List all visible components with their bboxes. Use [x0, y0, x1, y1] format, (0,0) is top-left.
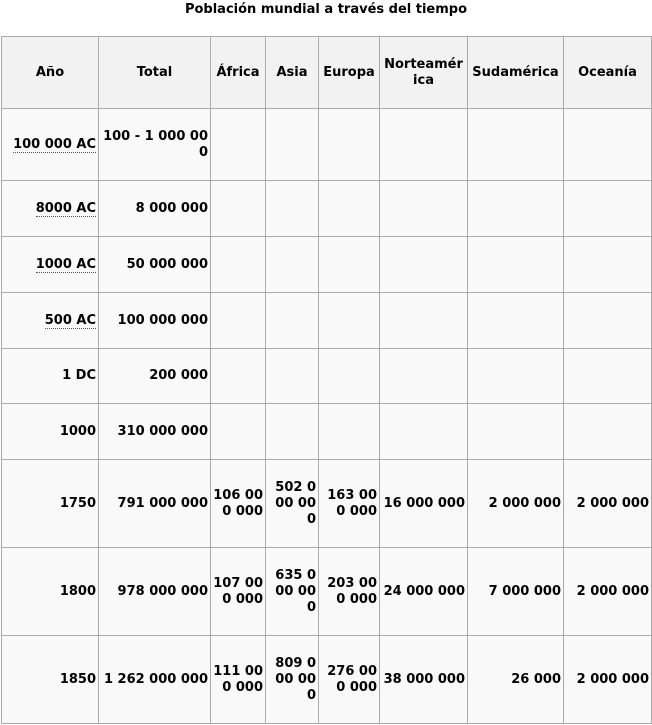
cell-europa: 276 000 000: [319, 636, 380, 724]
cell-norteamerica: 16 000 000: [380, 460, 468, 548]
table-row: [2, 109, 652, 181]
cell-europa: 163 000 000: [319, 460, 380, 548]
cell-europa: [319, 109, 380, 181]
cell-sudamerica: [468, 181, 564, 237]
cell-year: 1 DC: [2, 349, 99, 404]
cell-year: 1850: [2, 636, 99, 724]
cell-asia: 809 000 000: [266, 636, 319, 724]
cell-europa: 203 000 000: [319, 548, 380, 636]
cell-europa: [319, 404, 380, 460]
cell-year: 1750: [2, 460, 99, 548]
cell-year[interactable]: [2, 237, 99, 293]
cell-asia: [266, 404, 319, 460]
header-sudamerica[interactable]: Sudamérica: [468, 37, 564, 109]
cell-total: 978 000 000: [99, 548, 211, 636]
table-row: [2, 181, 652, 237]
cell-sudamerica: [468, 349, 564, 404]
cell-europa: [319, 237, 380, 293]
header-year[interactable]: Año: [2, 37, 99, 109]
cell-total: 100 000 000: [99, 293, 211, 349]
year-link[interactable]: 8000 AC: [35, 200, 96, 216]
table-row: [2, 237, 652, 293]
cell-year: 1000: [2, 404, 99, 460]
cell-africa: 111 000 000: [211, 636, 266, 724]
cell-sudamerica: 7 000 000: [468, 548, 564, 636]
header-norteamerica[interactable]: Norteamérica: [380, 37, 468, 109]
cell-europa: [319, 349, 380, 404]
table-row: [2, 636, 652, 724]
table-row: [2, 293, 652, 349]
cell-africa: [211, 237, 266, 293]
cell-total: 8 000 000: [99, 181, 211, 237]
header-oceania[interactable]: Oceanía: [564, 37, 652, 109]
cell-year: 1800: [2, 548, 99, 636]
cell-oceania: 2 000 000: [564, 636, 652, 724]
cell-africa: [211, 404, 266, 460]
cell-sudamerica: 26 000: [468, 636, 564, 724]
cell-year[interactable]: [2, 109, 99, 181]
cell-total: 50 000 000: [99, 237, 211, 293]
cell-sudamerica: 2 000 000: [468, 460, 564, 548]
header-total[interactable]: Total: [99, 37, 211, 109]
table-row: [2, 548, 652, 636]
cell-oceania: 2 000 000: [564, 460, 652, 548]
year-link[interactable]: 1000 AC: [35, 256, 96, 272]
cell-norteamerica: 38 000 000: [380, 636, 468, 724]
cell-norteamerica: 24 000 000: [380, 548, 468, 636]
cell-oceania: [564, 404, 652, 460]
cell-total: 791 000 000: [99, 460, 211, 548]
cell-norteamerica: [380, 109, 468, 181]
cell-asia: [266, 237, 319, 293]
cell-europa: [319, 293, 380, 349]
table-row: [2, 460, 652, 548]
cell-norteamerica: [380, 237, 468, 293]
cell-total: 200 000: [99, 349, 211, 404]
cell-total: 310 000 000: [99, 404, 211, 460]
cell-africa: [211, 109, 266, 181]
cell-norteamerica: [380, 293, 468, 349]
cell-asia: [266, 349, 319, 404]
cell-africa: [211, 349, 266, 404]
cell-asia: 502 000 000: [266, 460, 319, 548]
cell-norteamerica: [380, 349, 468, 404]
cell-asia: [266, 109, 319, 181]
cell-europa: [319, 181, 380, 237]
cell-oceania: [564, 181, 652, 237]
header-africa[interactable]: África: [211, 37, 266, 109]
year-link[interactable]: 100 000 AC: [13, 136, 96, 152]
cell-oceania: [564, 109, 652, 181]
cell-year[interactable]: [2, 181, 99, 237]
table-row: [2, 349, 652, 404]
cell-sudamerica: [468, 293, 564, 349]
cell-asia: [266, 181, 319, 237]
cell-asia: 635 000 000: [266, 548, 319, 636]
cell-norteamerica: [380, 404, 468, 460]
cell-year[interactable]: [2, 293, 99, 349]
cell-sudamerica: [468, 109, 564, 181]
cell-africa: [211, 293, 266, 349]
header-asia[interactable]: Asia: [266, 37, 319, 109]
cell-total: 1 262 000 000: [99, 636, 211, 724]
cell-africa: 107 000 000: [211, 548, 266, 636]
cell-oceania: 2 000 000: [564, 548, 652, 636]
cell-sudamerica: [468, 404, 564, 460]
table-row: [2, 404, 652, 460]
cell-africa: 106 000 000: [211, 460, 266, 548]
cell-total: 100 - 1 000 000: [99, 109, 211, 181]
population-table: [1, 36, 652, 724]
header-row: [2, 37, 652, 109]
cell-oceania: [564, 293, 652, 349]
cell-sudamerica: [468, 237, 564, 293]
year-link[interactable]: 500 AC: [44, 312, 96, 328]
cell-oceania: [564, 237, 652, 293]
cell-asia: [266, 293, 319, 349]
cell-africa: [211, 181, 266, 237]
table-caption: Población mundial a través del tiempo: [184, 2, 468, 17]
cell-oceania: [564, 349, 652, 404]
cell-norteamerica: [380, 181, 468, 237]
header-europa[interactable]: Europa: [319, 37, 380, 109]
